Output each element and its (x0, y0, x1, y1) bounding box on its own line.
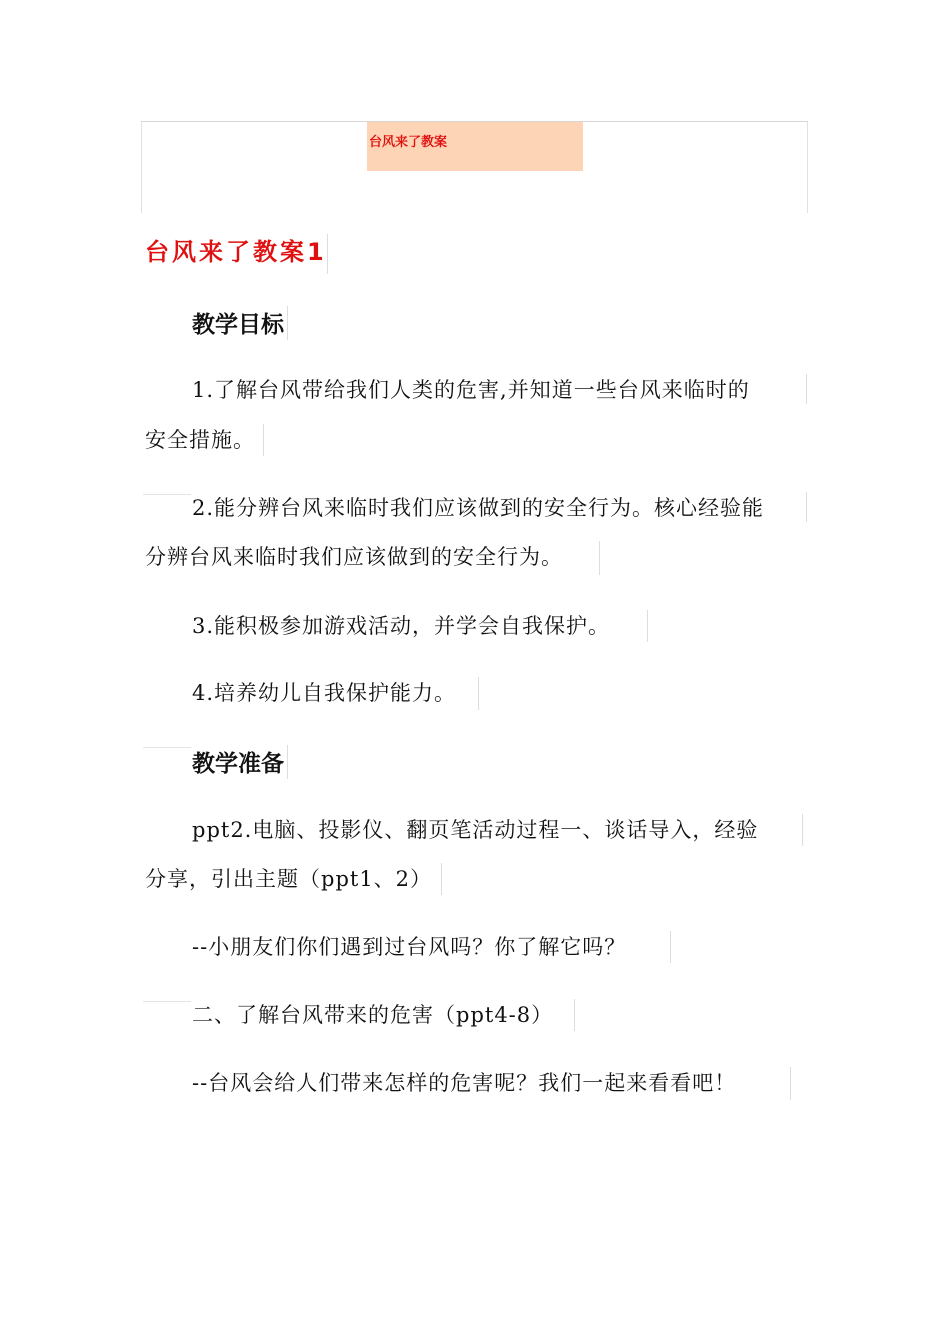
margin-mark (806, 492, 807, 522)
margin-mark (143, 1001, 191, 1002)
paragraph-line: 3.能积极参加游戏活动，并学会自我保护。 (192, 614, 611, 638)
margin-mark (478, 677, 479, 710)
paragraph-line: 2.能分辨台风来临时我们应该做到的安全行为。核心经验能 (192, 496, 765, 520)
margin-mark (802, 814, 803, 846)
document-title: 台风来了教案1 (145, 238, 327, 266)
paragraph-line: 分辨台风来临时我们应该做到的安全行为。 (145, 545, 563, 569)
margin-mark (647, 610, 648, 642)
paragraph-line: 安全措施。 (145, 428, 255, 452)
margin-mark (790, 1067, 791, 1100)
header-title: 台风来了教案 (369, 135, 448, 150)
paragraph-line: 1.了解台风带给我们人类的危害,并知道一些台风来临时的 (192, 378, 750, 402)
section-heading-preparation: 教学准备 (192, 751, 284, 777)
margin-mark (574, 999, 575, 1031)
margin-mark (143, 494, 191, 495)
margin-mark (327, 234, 328, 274)
margin-mark (287, 745, 288, 779)
paragraph-line: ppt2.电脑、投影仪、翻页笔活动过程一、谈话导入，经验 (192, 818, 759, 842)
margin-mark (263, 424, 264, 456)
margin-mark (599, 541, 600, 575)
margin-mark (143, 747, 191, 748)
paragraph-line: --台风会给人们带来怎样的危害呢？我们一起来看看吧！ (192, 1071, 737, 1095)
margin-mark (287, 306, 288, 340)
margin-mark (670, 931, 671, 963)
section-heading-objectives: 教学目标 (192, 312, 284, 338)
paragraph-line: 分享，引出主题（ppt1、2） (145, 867, 433, 891)
margin-mark (806, 374, 807, 404)
margin-mark (441, 863, 442, 895)
paragraph-line: --小朋友们你们遇到过台风吗？你了解它吗？ (192, 935, 627, 959)
paragraph-line: 4.培养幼儿自我保护能力。 (192, 681, 457, 705)
paragraph-line: 二、了解台风带来的危害（ppt4-8） (192, 1003, 554, 1027)
